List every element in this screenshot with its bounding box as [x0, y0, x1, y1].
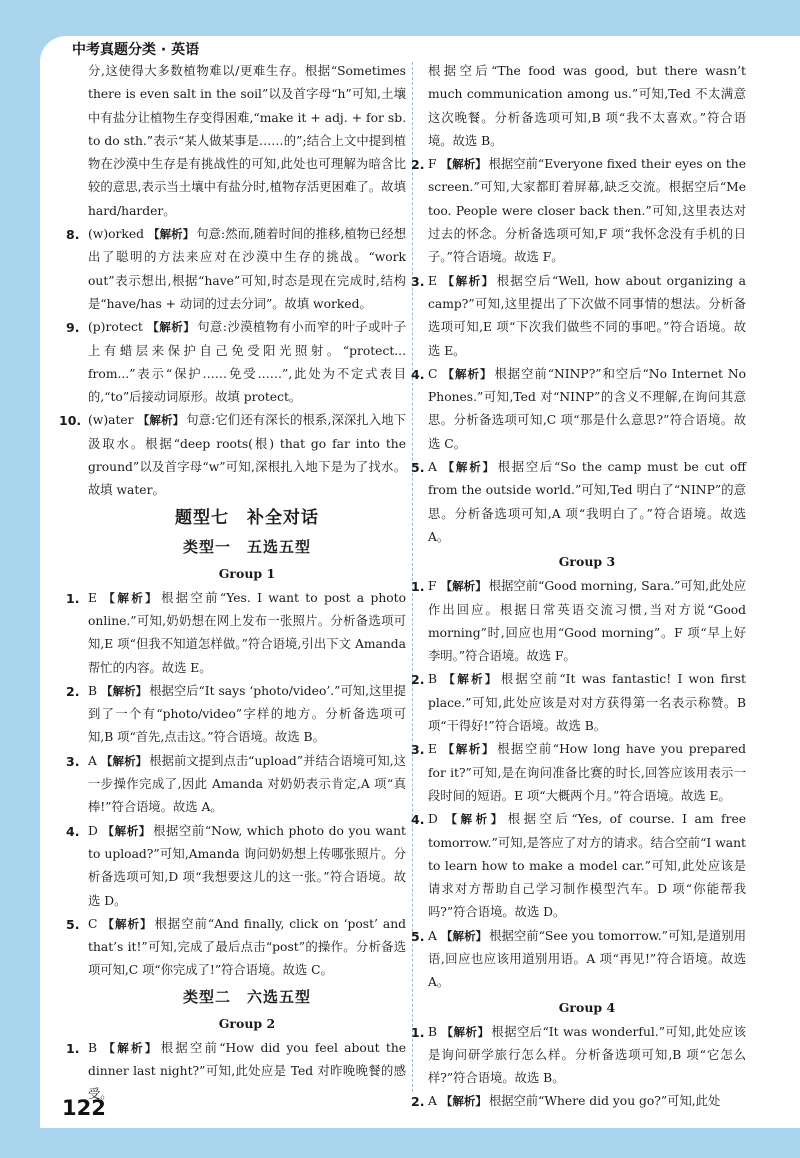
analysis-tag: 【解析】 [148, 227, 195, 242]
item-answer: (w)orked [88, 227, 145, 242]
item-number: 1. [411, 1024, 425, 1040]
type-title: 类型二 六选五型 [182, 987, 311, 1006]
continuation-paragraph: 分,这使得大多数植物难以/更难生存。根据“Sometimes there is even salt in the soil”以及首字母“h”可知,土壤中有盐分让植物生存变得困难,“make it + adj. + for sb. to do sth.”表示“某人做某事是……的”;结合上文中提到植物在沙漠中生存是有挑战性的可知,此处也可理解为暗含比较的意思,表示当土壤中有盐分时,植物存活更困难了。故填 hard/harder。 [88, 64, 406, 218]
right-column [411, 60, 747, 1114]
item-answer: B [428, 1024, 438, 1039]
answer-item [66, 750, 406, 820]
analysis-tag: 【解析】 [441, 366, 493, 381]
answer-item [66, 1037, 407, 1107]
analysis-tag: 【解析】 [101, 916, 153, 931]
analysis-tag: 【解析】 [440, 273, 495, 288]
running-header: 中考真题分类 · 英语 [72, 42, 200, 58]
answer-item [66, 587, 406, 680]
item-number: 2. [411, 157, 425, 173]
item-explanation: 根据空前“Everyone fixed their eyes on the screen.”可知,大家都盯着屏幕,缺乏交流。根据空后“Me too. People were closer back then.”可知,这里表达对过去的怀念。分析备选项可知,F 项“我怀念没有手机的日子。”符合语境。故选 F。 [428, 157, 747, 265]
group-title: Group 2 [218, 1015, 276, 1031]
analysis-tag: 【解析】 [440, 157, 487, 172]
item-answer: B [88, 1040, 98, 1055]
item-answer: A [428, 928, 437, 943]
answer-item [59, 409, 407, 502]
item-explanation: 根据空后“So the camp must be cut off from the outside world.”可知,Ted 明白了“NINP”的意思。分析备选项可知,A 项“我明白了。”符合语境。故选 A。 [428, 460, 747, 544]
analysis-tag: 【解析】 [101, 823, 152, 838]
item-explanation: 根据空前“Where did you go?”可知,此处 [488, 1094, 721, 1109]
answer-item [66, 913, 406, 983]
item-explanation: 根据空前“How long have you prepared for it?”可知,是在询问准备比赛的时长,回答应该用表示一段时间的短语。E 项“大概两个月。”符合语境。故选 E。 [428, 742, 746, 803]
group-title: Group 1 [218, 565, 276, 581]
item-explanation: 根据空后“Yes, of course. I am free tomorrow.”可知,是答应了对方的请求。结合空前“I want to learn how to make a model car.”可知,此处应该是请求对方帮助自己学习制作模型汽车。D 项“你能帮我吗?”符合语境。故选 D。 [428, 812, 747, 920]
group-title: Group 3 [558, 554, 616, 570]
section-title: 题型七 补全对话 [175, 507, 319, 528]
answer-item [411, 363, 746, 456]
item-number: 5. [411, 928, 425, 944]
item-number: 8. [66, 227, 80, 243]
item-explanation: 根据空前“Yes. I want to post a photo online.”可知,奶奶想在网上发布一张照片。分析备选项可知,E 项“但我不知道怎样做。”符合语境,引出下文 Amanda 帮忙的内容。故选 E。 [88, 590, 406, 675]
analysis-tag: 【解析】 [440, 579, 487, 594]
item-number: 1. [66, 1040, 80, 1056]
item-explanation: 句意:沙漠植物有小而窄的叶子或叶子上有蜡层来保护自己免受阳光照射。“protect... from...”表示“保护……免受……”,此处为不定式表目的,“to”后接动词原形。故填 protect。 [88, 320, 406, 405]
item-answer: D [428, 812, 438, 827]
item-answer: F [428, 579, 437, 594]
analysis-tag: 【解析】 [101, 683, 148, 698]
item-number: 1. [411, 579, 425, 595]
item-number: 2. [411, 1094, 425, 1110]
analysis-tag: 【解析】 [441, 672, 499, 687]
item-answer: D [88, 823, 98, 838]
answer-item [411, 153, 747, 269]
group-title: Group 4 [558, 999, 616, 1015]
item-number: 4. [66, 823, 80, 839]
analysis-tag: 【解析】 [146, 320, 196, 335]
item-explanation: 根据前文提到点击“upload”并结合语境可知,这一步操作完成了,因此 Amanda 对奶奶表示肯定,A 项“真棒!”符合语境。故选 A。 [88, 753, 406, 815]
analysis-tag: 【解析】 [441, 812, 506, 827]
item-number: 2. [411, 672, 425, 688]
item-explanation: 根据空后“It was wonderful.”可知,此处应该是询问研学旅行怎么样。分析备选项可知,B 项“它怎么样?”符合语境。故选 B。 [428, 1024, 746, 1086]
answer-item [66, 680, 407, 750]
item-number: 10. [59, 413, 82, 429]
answer-item [66, 316, 406, 409]
item-explanation: 根据空前“Now, which photo do you want to upload?”可知,Amanda 询问奶奶想上传哪张照片。分析备选项可知,D 项“我想要这儿的这一张。”符合语境。故选 D。 [88, 823, 406, 908]
item-explanation: 根据空后“It says ‘photo/video’.”可知,这里提到了一个有“photo/video”字样的地方。分析备选项可知,B 项“首先,点击这。”符合语境。故选 B。 [88, 683, 407, 745]
answer-item [411, 575, 747, 668]
answer-item [66, 223, 406, 316]
item-number: 3. [411, 742, 425, 758]
item-answer: A [428, 460, 437, 475]
answer-item [411, 456, 747, 549]
item-number: 1. [66, 590, 80, 606]
item-answer: A [428, 1094, 437, 1109]
item-answer: C [88, 916, 98, 931]
item-explanation: 根据空前“How did you feel about the dinner last night?”可知,此处应是 Ted 对昨晚晚餐的感受。 [88, 1040, 407, 1102]
item-explanation: 根据空前“And finally, click on ‘post’ and that’s it!”可知,完成了最后点击“post”的操作。分析备选项可知,C 项“你完成了!”符合语境。故选 C。 [88, 916, 406, 978]
answer-item [411, 738, 746, 808]
item-number: 4. [411, 812, 425, 828]
item-number: 3. [66, 753, 80, 769]
analysis-tag: 【解析】 [137, 413, 185, 428]
item-number: 3. [411, 273, 425, 289]
page-number: 122 [62, 1096, 106, 1120]
item-answer: (p)rotect [88, 320, 143, 335]
item-number: 5. [411, 460, 425, 476]
answer-item [66, 820, 406, 913]
analysis-tag: 【解析】 [441, 1024, 490, 1039]
left-column [59, 60, 407, 1107]
item-explanation: 根据空前“It was fantastic! I won first place.”可知,此处应该是对对方获得第一名表示称赞。B 项“干得好!”符合语境。故选 B。 [428, 672, 746, 734]
item-number: 5. [66, 916, 80, 932]
continuation-paragraph: 根据空后“The food was good, but there wasn’t much communication among us.”可知,Ted 不太满意这次晚餐。分析备选项可知,B 项“我不太喜欢。”符合语境。故选 B。 [428, 64, 746, 148]
item-answer: E [88, 590, 97, 605]
item-answer: E [428, 742, 437, 757]
answer-item [411, 1090, 746, 1113]
analysis-tag: 【解析】 [440, 460, 496, 475]
type-title: 类型一 五选五型 [182, 537, 311, 556]
analysis-tag: 【解析】 [440, 928, 488, 943]
item-number: 2. [66, 683, 80, 699]
item-answer: C [428, 366, 438, 381]
item-answer: A [88, 753, 97, 768]
analysis-tag: 【解析】 [100, 753, 148, 768]
item-explanation: 句意:然而,随着时间的推移,植物已经想出了聪明的方法来应对在沙漠中生存的挑战。“work out”表示想出,根据“have”可知,时态是现在完成时,结构是“have/has + 动词的过去分词”。故填 worked。 [88, 227, 406, 311]
item-answer: F [428, 157, 437, 172]
item-explanation: 根据空前“Good morning, Sara.”可知,此处应作出回应。根据日常英语交流习惯,当对方说“Good morning”时,回应也用“Good morning”。F 项“早上好李明。”符合语境。故选 F。 [428, 579, 747, 664]
answer-item [411, 1021, 746, 1091]
answer-item [411, 668, 746, 738]
analysis-tag: 【解析】 [440, 1094, 487, 1109]
item-explanation: 句意:它们还有深长的根系,深深扎入地下汲取水。根据“deep roots(根) that go far into the ground”以及首字母“w”可知,深根扎入地下是为了找水。故填 water。 [88, 413, 407, 498]
answer-item [411, 270, 746, 363]
item-number: 9. [66, 320, 80, 336]
analysis-tag: 【解析】 [440, 742, 496, 757]
item-number: 4. [411, 366, 425, 382]
analysis-tag: 【解析】 [100, 590, 160, 605]
item-answer: B [428, 672, 438, 687]
analysis-tag: 【解析】 [101, 1040, 159, 1055]
item-explanation: 根据空前“See you tomorrow.”可知,是道别用语,回应也应该用道别用语。A 项“再见!”符合语境。故选 A。 [428, 928, 747, 990]
item-answer: (w)ater [88, 413, 134, 428]
item-explanation: 根据空后“Well, how about organizing a camp?”可知,这里提出了下次做不同事情的想法。分析备选项可知,E 项“下次我们做些不同的事吧。”符合语境。故选 E。 [428, 273, 746, 358]
item-explanation: 根据空前“NINP?”和空后“No Internet No Phones.”可知,Ted 对“NINP”的含义不理解,在询问其意思。分析备选项可知,C 项“那是什么意思?”符合语境。故选 C。 [428, 366, 746, 451]
item-answer: E [428, 273, 437, 288]
answer-item [411, 808, 747, 924]
answer-item [411, 925, 747, 995]
item-answer: B [88, 683, 98, 698]
